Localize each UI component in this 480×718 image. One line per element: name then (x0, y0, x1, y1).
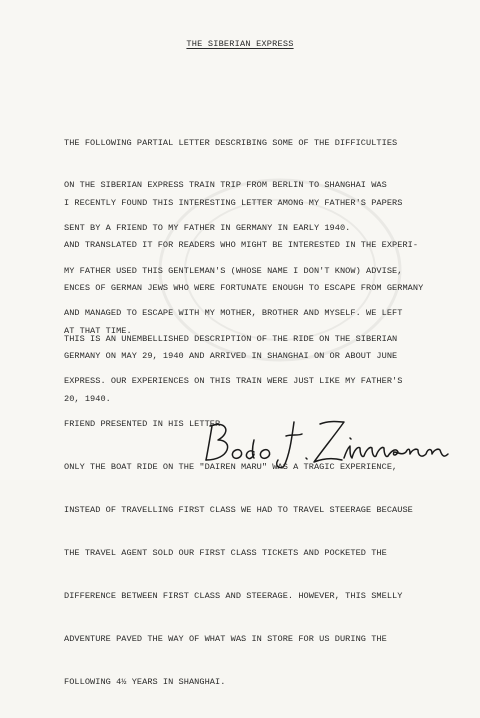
paragraph-line: AND MANAGED TO ESCAPE WITH MY MOTHER, BROTHER AND MYSELF. WE LEFT (64, 308, 403, 319)
paragraph-line: ON THE SIBERIAN EXPRESS TRAIN TRIP FROM BERLIN TO SHANGHAI WAS (64, 180, 387, 191)
paragraph-line: FRIEND PRESENTED IN HIS LETTER. (64, 419, 226, 430)
paragraph-line: FOLLOWING 4½ YEARS IN SHANGHAI. (64, 676, 226, 687)
paragraph-line: ADVENTURE PAVED THE WAY OF WHAT WAS IN STORE FOR US DURING THE (64, 633, 387, 644)
page-title-text: THE SIBERIAN EXPRESS (186, 39, 294, 49)
page-title (0, 39, 480, 49)
paragraph-line: AT THAT TIME. (64, 326, 132, 337)
paragraph-line: MY FATHER USED THIS GENTLEMAN'S (WHOSE NAME I DON'T KNOW) ADVISE, (64, 265, 403, 276)
paragraph-line: AND TRANSLATED IT FOR READERS WHO MIGHT BE INTERESTED IN THE EXPERI- (64, 240, 419, 251)
paragraph-line: SENT BY A FRIEND TO MY FATHER IN GERMANY IN EARLY 1940. (64, 223, 351, 234)
paragraph-line: THE TRAVEL AGENT SOLD OUR FIRST CLASS TICKETS AND POCKETED THE (64, 548, 387, 559)
paragraph-line: DIFFERENCE BETWEEN FIRST CLASS AND STEERAGE. HOWEVER, THIS SMELLY (64, 590, 403, 601)
paragraph-line: THIS IS AN UNEMBELLISHED DESCRIPTION OF THE RIDE ON THE SIBERIAN (64, 333, 398, 344)
paragraph-line: GERMANY ON MAY 29, 1940 AND ARRIVED IN SHANGHAI ON OR ABOUT JUNE (64, 351, 398, 362)
paragraph-line: THE FOLLOWING PARTIAL LETTER DESCRIBING SOME OF THE DIFFICULTIES (64, 137, 398, 148)
paragraph-line: ENCES OF GERMAN JEWS WHO WERE FORTUNATE ENOUGH TO ESCAPE FROM GERMANY (64, 283, 424, 294)
signature-drawing (200, 414, 450, 470)
paragraph-line: EXPRESS. OUR EXPERIENCES ON THIS TRAIN WERE JUST LIKE MY FATHER'S (64, 376, 403, 387)
paragraph-line: 20, 1940. (64, 394, 111, 405)
paragraph-line: I RECENTLY FOUND THIS INTERESTING LETTER AMONG MY FATHER'S PAPERS (64, 197, 403, 208)
paragraph-line: INSTEAD OF TRAVELLING FIRST CLASS WE HAD TO TRAVEL STEERAGE BECAUSE (64, 505, 413, 516)
paragraph-4 (64, 303, 464, 718)
paragraph-line: ONLY THE BOAT RIDE ON THE "DAIREN MARU" WAS A TRAGIC EXPERIENCE, (64, 462, 398, 473)
handwritten-signature (200, 414, 450, 470)
